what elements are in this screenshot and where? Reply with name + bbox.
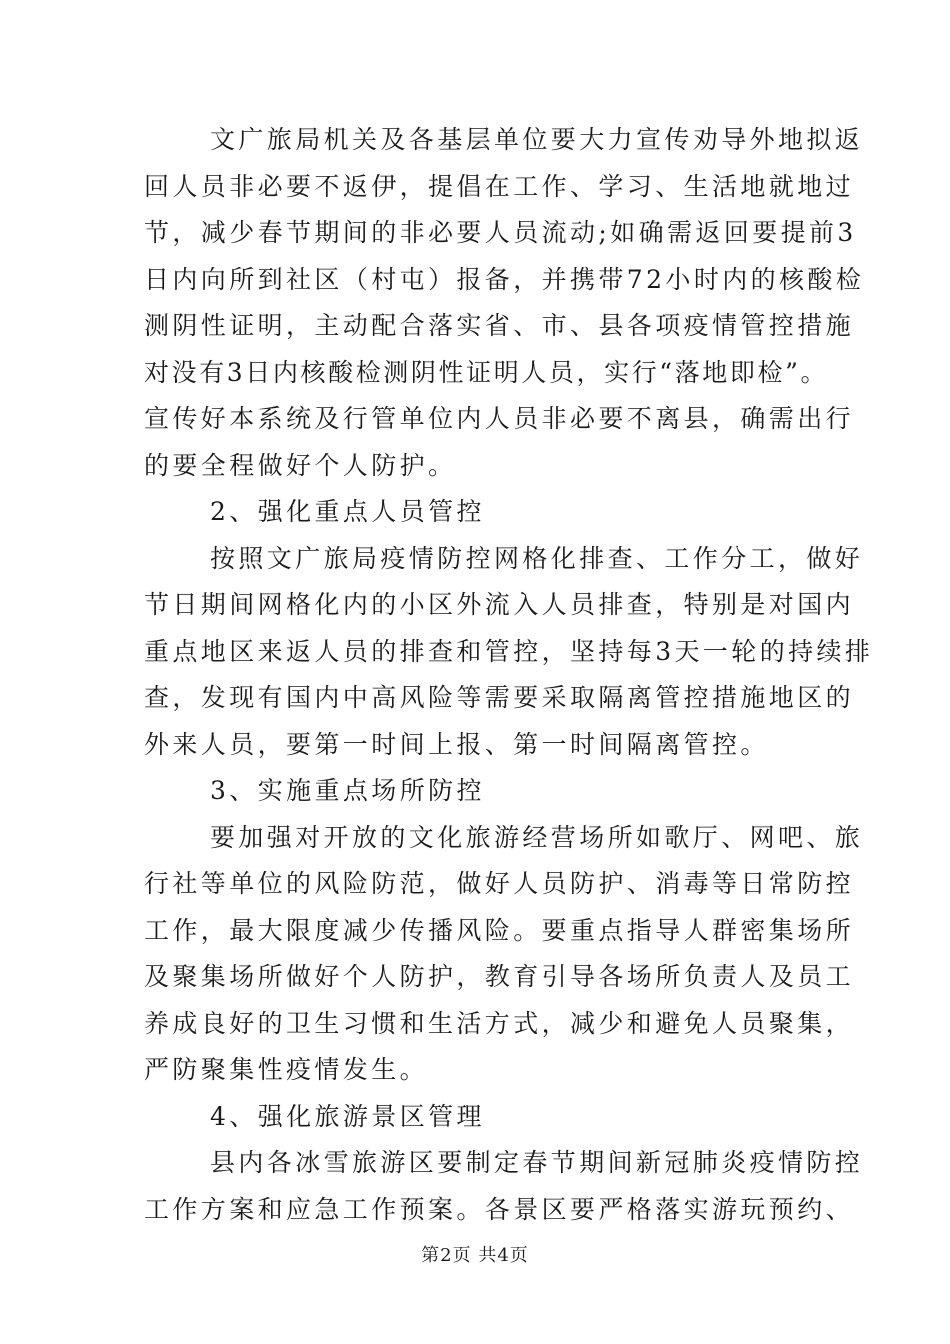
document-body xyxy=(144,117,874,1233)
paragraph-line: 工作方案和应急工作预案。各景区要严格落实游玩预约、 xyxy=(144,1194,855,1224)
section-heading: 2、强化重点人员管控 xyxy=(210,497,485,526)
paragraph-line: 县内各冰雪旅游区要制定春节期间新冠肺炎疫情防控 xyxy=(210,1148,864,1177)
paragraph-line: 工作，最大限度减少传播风险。要重点指导人群密集场所 xyxy=(144,915,855,945)
paragraph-line: 文广旅局机关及各基层单位要大力宣传劝导外地拟返 xyxy=(210,125,864,154)
paragraph-line: 养成良好的卫生习惯和生活方式，减少和避免人员聚集， xyxy=(144,1008,855,1038)
paragraph-line: 行社等单位的风险防范，做好人员防护、消毒等日常防控 xyxy=(144,869,855,898)
paragraph-line: 重点地区来返人员的排查和管控，坚持每3天一轮的持续排 xyxy=(144,636,874,666)
paragraph-line: 日内向所到社区（村屯）报备，并携带72小时内的核酸检 xyxy=(144,264,865,294)
section-heading: 4、强化旅游景区管理 xyxy=(210,1101,485,1131)
paragraph-line: 对没有3日内核酸检测阴性证明人员，实行“落地即检”。 xyxy=(144,357,829,387)
paragraph-line: 测阴性证明，主动配合落实省、市、县各项疫情管控措施 xyxy=(144,311,855,340)
paragraph-line: 宣传好本系统及行管单位内人员非必要不离县，确需出行 xyxy=(144,404,855,433)
paragraph-line: 及聚集场所做好个人防护，教育引导各场所负责人及员工 xyxy=(144,962,855,991)
section-heading: 3、实施重点场所防控 xyxy=(210,776,485,805)
paragraph-line: 要加强对开放的文化旅游经营场所如歌厅、网吧、旅 xyxy=(210,822,864,852)
paragraph-line: 按照文广旅局疫情防控网格化排查、工作分工，做好 xyxy=(210,543,864,573)
paragraph-line: 严防聚集性疫情发生。 xyxy=(144,1055,429,1084)
paragraph-line: 外来人员，要第一时间上报、第一时间隔离管控。 xyxy=(144,729,769,759)
paragraph-line: 节，减少春节期间的非必要人员流动;如确需返回要提前3 xyxy=(144,218,857,247)
paragraph-line: 回人员非必要不返伊，提倡在工作、学习、生活地就地过 xyxy=(144,171,855,201)
paragraph-line: 查，发现有国内中高风险等需要采取隔离管控措施地区的 xyxy=(144,683,855,712)
page-number-footer: 第2页 共4页 xyxy=(421,1245,529,1266)
paragraph-line: 节日期间网格化内的小区外流入人员排查，特别是对国内 xyxy=(144,590,855,619)
paragraph-line: 的要全程做好个人防护。 xyxy=(144,450,457,480)
